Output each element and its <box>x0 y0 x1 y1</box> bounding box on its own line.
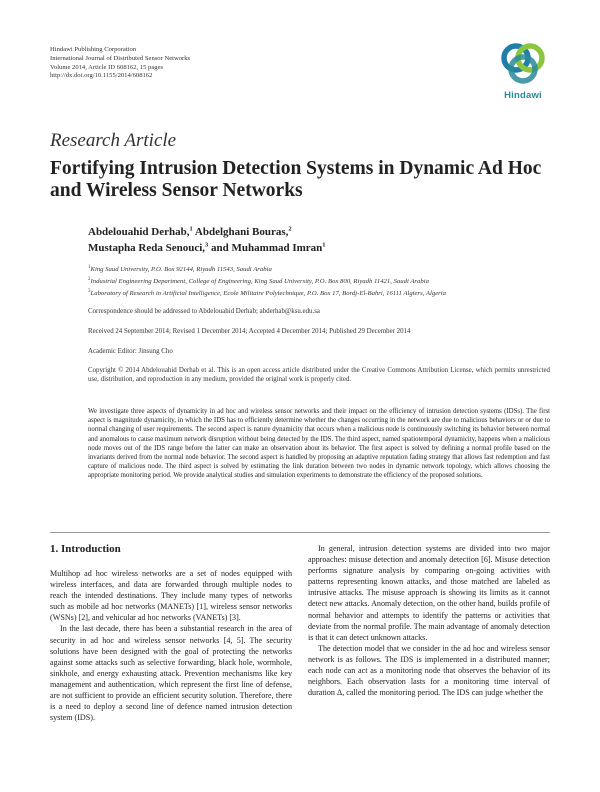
paragraph: In general, intrusion detection systems are divided into two major approaches: misuse detection and anomaly detection [6]. Misuse detection performs signature analysis by comparing on-going activities with patterns representing known attacks, and those matched are labeled as intrusive attacks. The misuse approach is showing its limits as it cannot detect new attacks. Anomaly detection, on the other hand, builds profile of normal behavior and attempts to identify the patterns or activities that deviate from the normal profile. The main advantage of anomaly detection is that it can detect unknown attacks. <box>308 544 550 642</box>
logo-text: Hindawi <box>504 90 542 101</box>
publisher: Hindawi Publishing Corporation <box>50 46 137 53</box>
paragraph: The detection model that we consider in the ad hoc and wireless sensor network is as follows. The IDS is implemented in a distributed manner; each node can act as a monitoring node that observes the behavior of its neighbors. Each observation lasts for a monitoring time interval of duration Δ, called the monitoring period. The IDS can judge whether the <box>308 643 550 698</box>
hindawi-rings-icon <box>493 42 553 88</box>
doi-link[interactable]: http://dx.doi.org/10.1155/2014/608162 <box>50 72 153 80</box>
journal-name: International Journal of Distributed Sensor Networks <box>50 54 191 62</box>
author: and Muhammad Imran$^1$ <box>211 241 326 255</box>
section-divider <box>50 532 550 533</box>
academic-editor: Academic Editor: Jinsung Cho <box>88 348 173 355</box>
copyright-notice: Copyright © 2014 Abdelouahid Derhab et al. This is an open access article distributed under the Creative Commons Attribution License, which permits unrestricted use, distribution, and reproduction in any medium, provided the original work is properly cited. <box>88 367 550 384</box>
author: Mustapha Reda Senouci,$^3$ <box>88 241 209 255</box>
author-list <box>88 222 548 255</box>
abstract: We investigate three aspects of dynamicity in ad hoc and wireless sensor networks and their impact on the efficiency of intrusion detection systems (IDSs). The first aspect is magnitude dynamicity, in which the IDS has to efficiently determine whether the changes occurring in the network are due to malicious behaviors or or due to normal changing of user requirements. The second aspect is nature dynamicity that occurs when a malicious node is continuously switching its behavior between normal and anomalous to cause maximum network disruption without being detected by the IDS. The third aspect, named spatiotemporal dynamicity, happens when a malicious node moves out of the IDS range before the latter can make an observation about its behavior. The first aspect is solved by defining a normal profile based on the invariants derived from the normal node behavior. The second aspect is handled by proposing an adaptive reputation fading strategy that allows fast redemption and fast capture of malicious node. The third aspect is solved by estimating the link duration between two nodes in dynamic network topology, which allows choosing the appropriate monitoring period. We provide analytical studies and simulation experiments to demonstrate the efficiency of the proposed solutions. <box>88 408 550 480</box>
publication-dates: Received 24 September 2014; Revised 1 December 2014; Accepted 4 December 2014; Published 29 December 2014 <box>88 328 411 335</box>
paragraph: In the last decade, there has been a substantial research in the area of security in ad hoc and wireless sensor networks [4, 5]. The security solutions have been designed with the goal of protecting the networks against some attacks such as selective forwarding, black hole, wormhole, sinkhole, and energy exhausting attack. Prevention mechanisms like key management and authentication, which represent the first line of defense, are not sufficient to provide an efficient security solution. Therefore, there is a need to deploy a second line of defence named intrusion detection system (IDS). <box>50 624 292 723</box>
affiliation: $^1$King Saud University, P.O. Box 92144, Riyadh 11543, Saudi Arabia <box>88 265 272 274</box>
article-type: Research Article <box>50 130 177 151</box>
paragraph: Multihop ad hoc wireless networks are a set of nodes equipped with wireless interfaces, and data are forwarded through multiple nodes to reach the intended destinations. They include many types of networks such as mobile ad hoc networks (MANETs) [1], wireless sensor networks (WSNs) [2], and vehicular ad hoc networks (VANETs) [3]. <box>50 569 292 623</box>
affiliation: $^2$Industrial Engineering Department, College of Engineering, King Saud University, P.O. Box 800, Riyadh 11421, Saudi Arabia <box>88 277 429 286</box>
section-title: 1. Introduction <box>50 543 121 555</box>
left-column <box>50 568 292 723</box>
correspondence: Correspondence should be addressed to Abdelouahid Derhab; abderhab@ksu.edu.sa <box>88 308 320 315</box>
journal-header <box>50 46 190 81</box>
affiliations <box>88 263 548 300</box>
page-title: Fortifying Intrusion Detection Systems in Dynamic Ad Hoc and Wireless Sensor Networks <box>50 158 542 201</box>
author: Abdelghani Bouras,$^2$ <box>194 225 292 238</box>
volume-info: Volume 2014, Article ID 608162, 15 pages <box>50 63 164 71</box>
right-column <box>308 543 550 698</box>
affiliation: $^3$Laboratory of Research in Artificial Intelligence, Ecole Militaire Polytechnique, P.O. Box 17, Bordj-El-Bahri, 16111 Algiers, Algeria <box>88 289 446 298</box>
author: Abdelouahid Derhab,$^1$ <box>88 225 193 238</box>
hindawi-logo <box>493 42 553 104</box>
